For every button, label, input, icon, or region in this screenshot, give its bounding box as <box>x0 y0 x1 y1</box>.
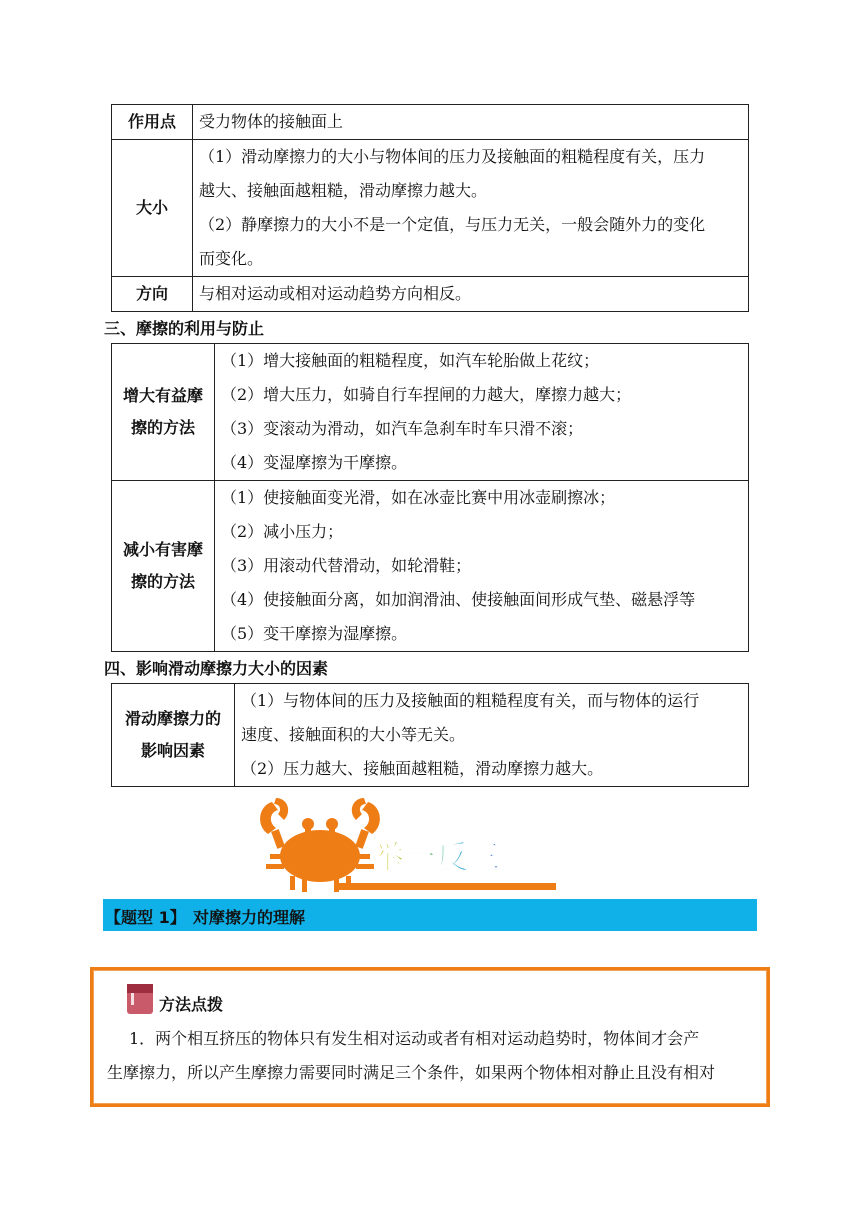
row-header-direction: 方向 <box>112 277 193 312</box>
attributes-table <box>111 104 749 312</box>
row-header-point: 作用点 <box>112 105 193 140</box>
section-4-title: 四、影响滑动摩擦力大小的因素 <box>104 659 329 678</box>
row-content-magnitude: （1）滑动摩擦力的大小与物体间的压力及接触面的粗糙程度有关，压力 越大、接触面越粗糙，滑动摩擦力越大。 （2）静摩擦力的大小不是一个定值，与压力无关，一般会随外力的变化 而变化。 <box>193 140 749 277</box>
row-header-magnitude: 大小 <box>112 140 193 277</box>
method-title: 方法点拨 <box>159 995 224 1014</box>
crab-icon <box>260 798 380 892</box>
method-body: 1．两个相互挤压的物体只有发生相对运动或者有相对运动趋势时，物体间才会产 生摩擦力，所以产生摩擦力需要同时满足三个条件，如果两个物体相对静止且没有相对 <box>107 1029 716 1082</box>
row-header-decrease: 减小有害摩 擦的方法 <box>112 481 215 652</box>
question-type-label: 【题型 1】 <box>105 908 186 927</box>
crab-banner <box>250 792 570 896</box>
factors-table <box>111 683 749 787</box>
row-content-decrease: （1）使接触面变光滑，如在冰壶比赛中用冰壶刷擦冰； （2）减小压力； （3）用滚动代替滑动，如轮滑鞋； （4）使接触面分离，如加润滑油、使接触面间形成气垫、磁悬浮等 （5）变干摩擦为湿摩擦。 <box>215 481 749 652</box>
method-box <box>90 967 770 1107</box>
row-header-factors: 滑动摩擦力的 影响因素 <box>112 684 235 787</box>
row-header-increase: 增大有益摩 擦的方法 <box>112 344 215 481</box>
question-type-title: 对摩擦力的理解 <box>193 908 306 927</box>
row-content-point: 受力物体的接触面上 <box>193 105 749 140</box>
row-content-factors: （1）与物体间的压力及接触面的粗糙程度有关，而与物体的运行 速度、接触面积的大小等无关。 （2）压力越大、接触面越粗糙，滑动摩擦力越大。 <box>235 684 749 787</box>
friction-use-table <box>111 343 749 652</box>
row-content-direction: 与相对运动或相对运动趋势方向相反。 <box>193 277 749 312</box>
bookmark-icon <box>125 982 155 1016</box>
banner-underline <box>338 883 556 890</box>
question-type-bar <box>103 899 757 931</box>
section-3-title: 三、摩擦的利用与防止 <box>104 319 265 338</box>
row-content-increase: （1）增大接触面的粗糙程度，如汽车轮胎做上花纹； （2）增大压力，如骑自行车捏闸的力越大，摩擦力越大； （3）变滚动为滑动，如汽车急刹车时车只滑不滚； （4）变湿摩擦为干摩擦。 <box>215 344 749 481</box>
banner-title: 举一反三 <box>372 838 501 876</box>
